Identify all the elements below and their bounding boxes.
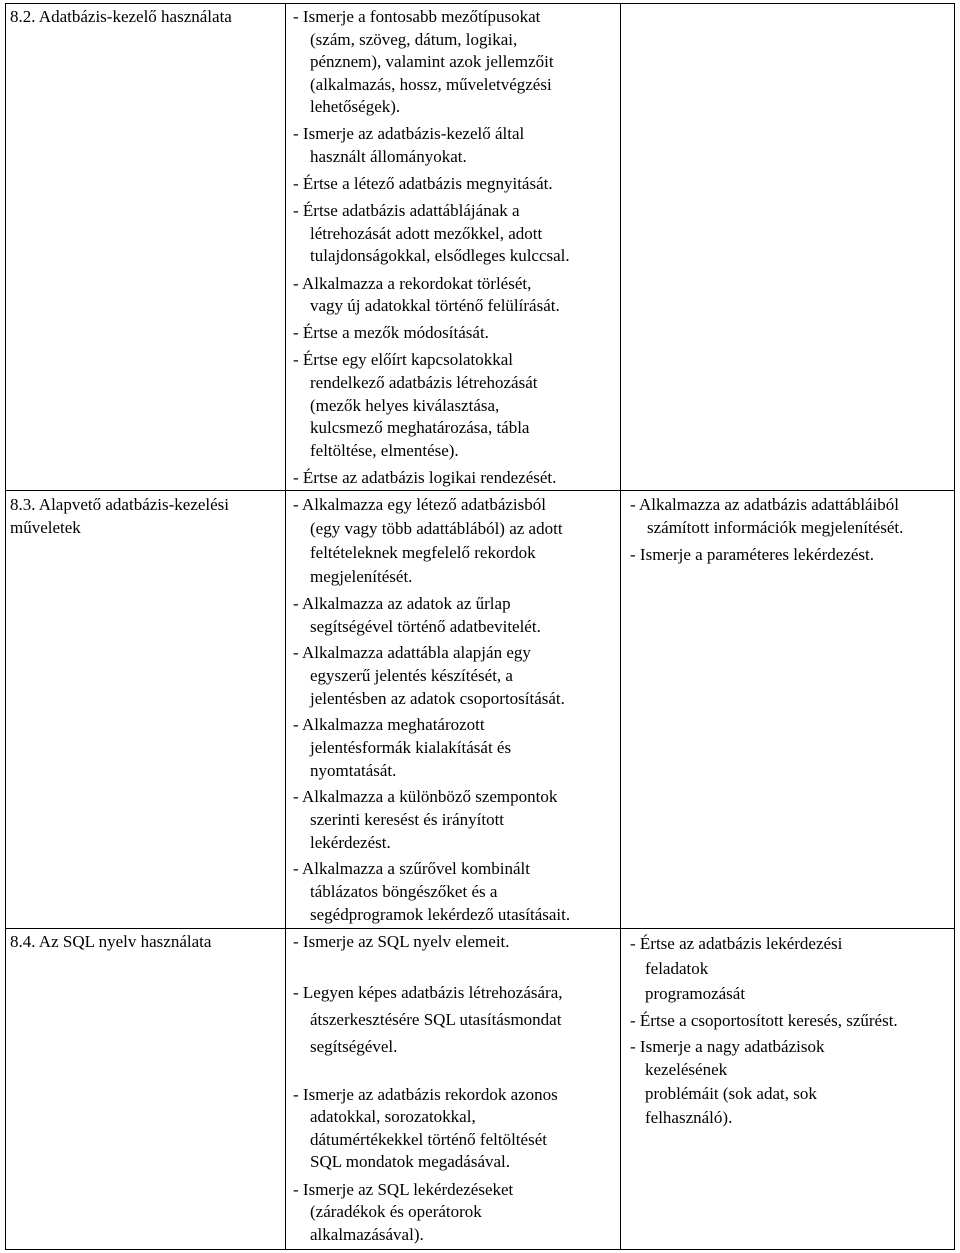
topic-title: műveletek [10,518,81,537]
requirement-line: - Értse az adatbázis logikai rendezését. [293,467,557,487]
requirement-line: - Ismerje az adatbázis rekordok azonos [293,1084,558,1104]
requirement-line: vagy új adatokkal történő felülírását. [310,296,560,316]
requirement-line: szerinti keresést és irányított [310,810,505,829]
requirement-line: - Értse adatbázis adattáblájának a [293,201,520,221]
requirement-item [293,931,620,954]
requirement-item [293,200,620,268]
requirement-line: nyomtatását. [310,761,397,780]
requirement-item [630,1035,954,1130]
requirement-item [293,273,620,318]
requirement-line: problémáit (sok adat, sok [645,1083,817,1103]
requirement-line: - Alkalmazza az adatok az űrlap [293,594,511,613]
column-3-cell [620,4,954,490]
column-2-cell [285,929,620,1249]
requirement-line: segítségével. [310,1037,398,1057]
requirement-line: - Ismerje az SQL lekérdezéseket [293,1179,514,1199]
requirement-item [630,493,954,539]
requirement-line: adatokkal, sorozatokkal, [310,1107,476,1127]
requirement-line: programozását [645,984,746,1003]
requirement-line: - Ismerje a paraméteres lekérdezést. [630,545,874,564]
requirement-line: - Ismerje az SQL nyelv elemeit. [293,932,510,951]
requirement-line: - Alkalmazza a szűrővel kombinált [293,859,530,878]
column-3-cell [620,929,954,1249]
requirement-line: táblázatos böngészőket és a [310,882,498,901]
requirement-line: - Legyen képes adatbázis létrehozására, [293,983,563,1003]
requirement-line: - Alkalmazza a különböző szempontok [293,787,558,806]
requirement-line: - Ismerje a fontosabb mezőtípusokat [293,7,541,26]
requirement-line: átszerkesztésére SQL utasításmondat [310,1010,562,1030]
requirement-line: felhasználó). [645,1107,733,1127]
requirement-item [293,1084,620,1174]
topic-title: 8.4. Az SQL nyelv használata [10,932,212,951]
requirement-item [630,931,954,1006]
requirement-line: - Alkalmazza adattábla alapján egy [293,643,531,662]
requirement-line: - Alkalmazza az adatbázis adattábláiból [630,495,900,514]
requirement-line: alkalmazásával). [310,1224,424,1244]
requirement-item [293,493,620,589]
requirement-line: - Értse a mezők módosítását. [293,323,489,343]
requirement-line: - Alkalmazza meghatározott [293,715,485,734]
requirement-line: lehetőségek). [310,97,401,117]
column-2-cell [285,491,620,928]
requirement-line: kulcsmező meghatározása, tábla [310,418,530,438]
requirement-line: dátumértékekkel történő feltöltését [310,1129,547,1149]
requirement-item [293,785,620,854]
requirement-item [293,173,620,196]
requirement-line: használt állományokat. [310,147,467,167]
requirement-line: (záradékok és operátorok [310,1202,482,1222]
topic-title: 8.2. Adatbázis-kezelő használata [10,7,232,26]
topic-title: 8.3. Alapvető adatbázis-kezelési [10,495,230,514]
requirement-item [293,1179,620,1247]
requirement-line: kezelésének [645,1060,728,1080]
requirement-line: egyszerű jelentés készítését, a [310,666,513,685]
requirement-line: - Ismerje az adatbázis-kezelő által [293,124,525,144]
requirement-line: - Alkalmazza a rekordokat törlését, [293,273,532,293]
requirement-item [630,1008,954,1033]
requirement-item [293,322,620,345]
requirement-line: létrehozását adott mezőkkel, adott [310,223,543,243]
requirement-line: pénznem), valamint azok jellemzőit [310,52,554,72]
requirement-line: - Értse a létező adatbázis megnyitását. [293,174,553,194]
requirement-line: rendelkező adatbázis létrehozását [310,372,538,392]
section-row-8-4 [5,928,955,1250]
column-3-cell [620,491,954,928]
requirement-line: - Alkalmazza egy létező adatbázisból [293,495,546,514]
topic-cell [6,491,285,928]
requirement-line: feladatok [645,959,709,978]
requirement-line: (szám, szöveg, dátum, logikai, [310,29,518,49]
requirement-item [293,123,620,168]
requirement-item [293,592,620,638]
requirement-line: - Értse az adatbázis lekérdezési [630,934,843,953]
requirement-line: segítségével történő adatbevitelét. [310,617,541,636]
requirement-item [293,349,620,462]
requirement-line: jelentésformák kialakítását és [310,738,512,757]
topic-cell [6,929,285,1249]
requirement-line: számított információk megjelenítését. [647,518,904,537]
column-2-cell [285,4,620,490]
requirement-item [293,6,620,119]
requirement-line: feltételeknek megfelelő rekordok [310,543,536,562]
requirement-line: (mezők helyes kiválasztása, [310,395,500,415]
requirement-line: (alkalmazás, hossz, műveletvégzési [310,74,552,94]
requirement-line: megjelenítését. [310,567,413,586]
requirement-item [293,467,620,490]
requirement-line: lekérdezést. [310,833,391,852]
requirement-item [630,543,954,566]
requirement-item [293,979,620,1060]
requirement-line: feltöltése, elmentése). [310,440,459,460]
section-row-8-3 [5,490,955,928]
requirement-item [293,857,620,926]
requirement-line: tulajdonságokkal, elsődleges kulccsal. [310,246,570,266]
requirement-line: - Értse egy előírt kapcsolatokkal [293,350,513,370]
requirement-line: (egy vagy több adattáblából) az adott [310,519,563,538]
topic-cell [6,4,285,490]
requirement-line: - Értse a csoportosított keresés, szűrést. [630,1010,898,1030]
requirement-line: segédprogramok lekérdező utasításait. [310,905,571,924]
requirement-line: - Ismerje a nagy adatbázisok [630,1036,825,1056]
requirement-line: SQL mondatok megadásával. [310,1152,511,1172]
requirement-item [293,641,620,710]
requirement-item [293,713,620,782]
requirement-line: jelentésben az adatok csoportosítását. [310,689,565,708]
section-row-8-2 [5,3,955,490]
